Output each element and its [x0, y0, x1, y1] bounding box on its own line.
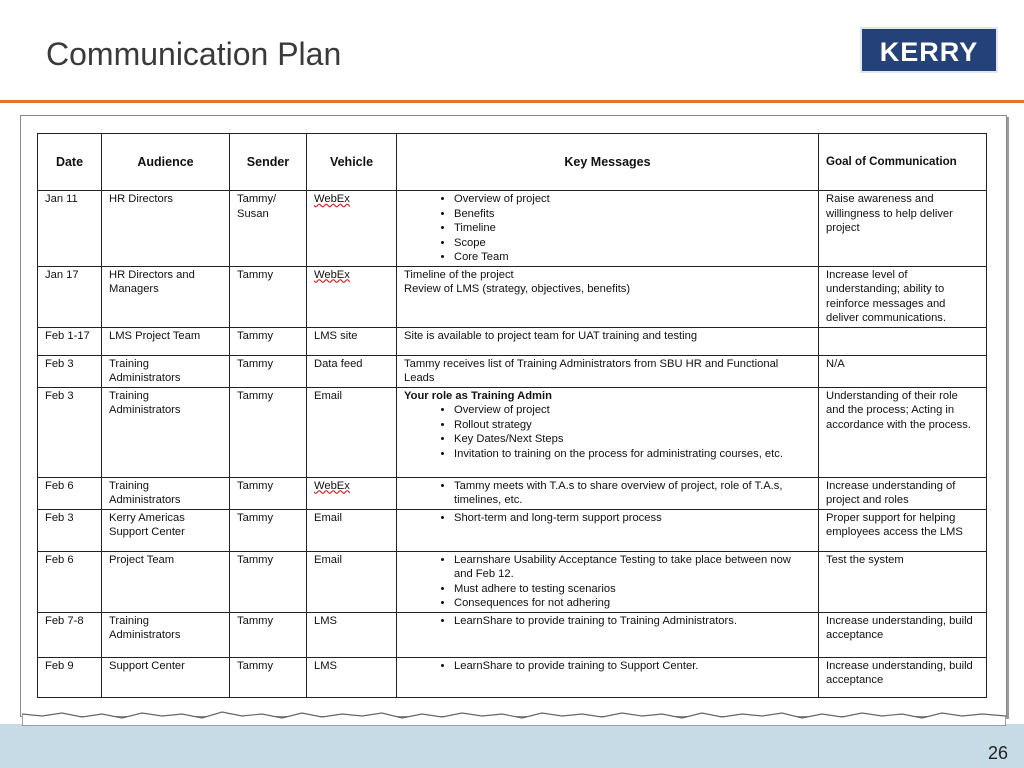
cell-key-messages	[397, 191, 819, 267]
key-message-bullet: • Consequences for not adhering	[454, 596, 811, 611]
slide-title: Communication Plan	[46, 36, 342, 72]
header-goal: Goal of Communication	[819, 134, 987, 191]
cell-date: Feb 3	[38, 387, 102, 477]
cell-audience: LMS Project Team	[102, 327, 230, 355]
table-row	[38, 509, 987, 551]
table-row	[38, 477, 987, 509]
cell-vehicle: Email	[307, 509, 397, 551]
cell-date: Feb 6	[38, 477, 102, 509]
cell-key-messages	[397, 387, 819, 477]
key-message-bullets	[404, 614, 811, 629]
communication-plan-table	[37, 133, 987, 698]
key-message-bullet: • Key Dates/Next Steps	[454, 432, 811, 447]
cell-goal: Increase understanding, build acceptance	[819, 657, 987, 697]
key-message-bullets	[404, 192, 811, 265]
key-message-line: Review of LMS (strategy, objectives, benefits)	[404, 283, 631, 295]
cell-goal: Understanding of their role and the process; Acting in accordance with the process.	[819, 387, 987, 477]
cell-audience: Project Team	[102, 551, 230, 612]
header-key-messages: Key Messages	[397, 134, 819, 191]
cell-audience: HR Directors and Managers	[102, 266, 230, 327]
key-message-bullet: • Benefits	[454, 207, 811, 222]
key-message-line: Timeline of the project	[404, 268, 514, 281]
cell-audience: HR Directors	[102, 191, 230, 267]
table-row	[38, 612, 987, 657]
table-row	[38, 355, 987, 387]
key-message-bullet: • Rollout strategy	[454, 418, 811, 433]
key-message-bullet: • Tammy meets with T.A.s to share overview of project, role of T.A.s, timelines, etc.	[454, 479, 811, 508]
torn-paper-edge	[22, 708, 1006, 726]
cell-vehicle: WebEx	[307, 266, 397, 327]
footer-band	[0, 724, 1024, 768]
cell-date: Jan 11	[38, 191, 102, 267]
cell-key-messages	[397, 612, 819, 657]
table-row	[38, 657, 987, 697]
cell-goal: Increase understanding of project and roles	[819, 477, 987, 509]
cell-date: Jan 17	[38, 266, 102, 327]
cell-vehicle: LMS	[307, 657, 397, 697]
cell-vehicle: Data feed	[307, 355, 397, 387]
cell-key-messages	[397, 355, 819, 387]
cell-vehicle: LMS site	[307, 327, 397, 355]
cell-date: Feb 7-8	[38, 612, 102, 657]
table-row	[38, 327, 987, 355]
kerry-logo	[860, 27, 998, 73]
cell-key-messages	[397, 327, 819, 355]
cell-sender: Tammy/ Susan	[230, 191, 307, 267]
cell-date: Feb 1-17	[38, 327, 102, 355]
key-message-bullet: • Invitation to training on the process for administrating courses, etc.	[454, 447, 811, 462]
page-number: 26	[987, 743, 1008, 763]
cell-sender: Tammy	[230, 327, 307, 355]
key-message-line: Tammy receives list of Training Administrators from SBU HR and Functional Leads	[404, 357, 779, 384]
key-message-bullet: • Must adhere to testing scenarios	[454, 582, 811, 597]
cell-sender: Tammy	[230, 477, 307, 509]
cell-key-messages	[397, 477, 819, 509]
table-row	[38, 191, 987, 267]
cell-sender: Tammy	[230, 387, 307, 477]
cell-sender: Tammy	[230, 509, 307, 551]
cell-vehicle: LMS	[307, 612, 397, 657]
cell-sender: Tammy	[230, 551, 307, 612]
key-message-bullet: • LearnShare to provide training to Training Administrators.	[454, 614, 811, 629]
key-message-bullets	[404, 511, 811, 526]
header-date: Date	[38, 134, 102, 191]
cell-goal: Increase understanding, build acceptance	[819, 612, 987, 657]
cell-audience: Training Administrators	[102, 477, 230, 509]
key-message-bullet: • Learnshare Usability Acceptance Testing to take place between now and Feb 12.	[454, 553, 811, 582]
cell-key-messages	[397, 509, 819, 551]
table-header-row	[38, 134, 987, 191]
cell-key-messages	[397, 266, 819, 327]
header-vehicle: Vehicle	[307, 134, 397, 191]
key-message-bullets	[404, 553, 811, 611]
cell-goal: Raise awareness and willingness to help deliver project	[819, 191, 987, 267]
table-body	[38, 191, 987, 698]
cell-goal: N/A	[819, 355, 987, 387]
cell-sender: Tammy	[230, 266, 307, 327]
key-message-heading: Your role as Training Admin	[404, 389, 552, 402]
cell-key-messages	[397, 657, 819, 697]
cell-date: Feb 3	[38, 355, 102, 387]
key-message-bullets	[404, 659, 811, 674]
cell-audience: Kerry Americas Support Center	[102, 509, 230, 551]
table-row	[38, 266, 987, 327]
cell-audience: Training Administrators	[102, 612, 230, 657]
cell-sender: Tammy	[230, 612, 307, 657]
cell-vehicle: Email	[307, 551, 397, 612]
cell-sender: Tammy	[230, 355, 307, 387]
key-message-bullet: • Overview of project	[454, 403, 811, 418]
header-audience: Audience	[102, 134, 230, 191]
cell-audience: Support Center	[102, 657, 230, 697]
cell-date: Feb 9	[38, 657, 102, 697]
key-message-bullet: • Overview of project	[454, 192, 811, 207]
cell-vehicle: WebEx	[307, 191, 397, 267]
cell-goal: Test the system	[819, 551, 987, 612]
cell-date: Feb 6	[38, 551, 102, 612]
header-sender: Sender	[230, 134, 307, 191]
table-row	[38, 387, 987, 477]
key-message-bullet: • Core Team	[454, 250, 811, 265]
key-message-bullets	[404, 479, 811, 508]
key-message-bullet: • Timeline	[454, 221, 811, 236]
key-message-bullets	[404, 403, 811, 461]
cell-goal: Increase level of understanding; ability to reinforce messages and deliver communications.	[819, 266, 987, 327]
key-message-line: Site is available to project team for UAT training and testing	[404, 329, 698, 342]
cell-vehicle: Email	[307, 387, 397, 477]
cell-key-messages	[397, 551, 819, 612]
key-message-bullet: • Short-term and long-term support process	[454, 511, 811, 526]
cell-audience: Training Administrators	[102, 355, 230, 387]
table-row	[38, 551, 987, 612]
key-message-bullet: • LearnShare to provide training to Support Center.	[454, 659, 811, 674]
cell-goal: Proper support for helping employees access the LMS	[819, 509, 987, 551]
cell-date: Feb 3	[38, 509, 102, 551]
key-message-bullet: • Scope	[454, 236, 811, 251]
cell-goal	[819, 327, 987, 355]
cell-audience: Training Administrators	[102, 387, 230, 477]
title-divider	[0, 100, 1024, 103]
cell-vehicle: WebEx	[307, 477, 397, 509]
logo-text: KERRY	[879, 37, 979, 67]
cell-sender: Tammy	[230, 657, 307, 697]
